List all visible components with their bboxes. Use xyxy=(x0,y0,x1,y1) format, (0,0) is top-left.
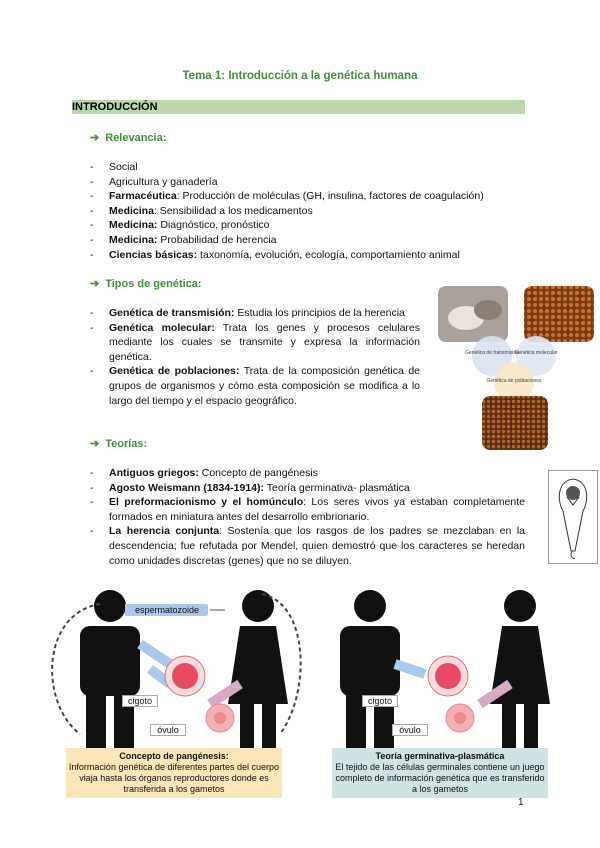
list-item xyxy=(90,204,520,219)
tipos-heading-text: Tipos de genética: xyxy=(105,278,202,290)
list-item xyxy=(90,218,520,233)
genetics-types-image xyxy=(436,284,596,452)
tipos-heading xyxy=(90,277,202,290)
list-item-bold: Medicina: xyxy=(109,219,158,232)
list-item xyxy=(90,160,520,175)
label-ovulo-left: óvulo xyxy=(150,724,186,736)
list-item-bold: Medicina: xyxy=(109,233,158,246)
list-item xyxy=(90,524,525,568)
list-item-bold: Ciencias básicas: xyxy=(109,248,198,261)
label-cigoto-left: cigoto xyxy=(122,695,158,707)
list-item-text: Social xyxy=(109,161,138,173)
list-item xyxy=(90,248,520,263)
list-item-text: Diagnóstico, pronóstico xyxy=(157,219,270,232)
list-item-text: Trata de la composición genética de grupos de organismos y cómo esta composición se modifica a lo largo del tiempo y el espacio geográfico. xyxy=(109,365,421,407)
page-number: 1 xyxy=(518,797,524,808)
list-item-text: Trata los genes y procesos celulares mediante los cuales se transmite y expresa la información genética. xyxy=(109,321,420,363)
list-item-text: : Los seres vivos ya estaban completamente formados en miniatura antes del desarrollo embrionario. xyxy=(109,496,525,523)
list-item xyxy=(90,189,520,204)
teorias-heading-text: Teorías: xyxy=(105,438,148,450)
section-heading: INTRODUCCIÓN xyxy=(72,101,158,113)
list-item xyxy=(90,495,525,524)
arrow-icon: ➔ xyxy=(90,278,100,290)
tipos-list xyxy=(90,306,420,408)
female-silhouette-right xyxy=(490,590,550,764)
teorias-heading xyxy=(90,437,147,450)
list-item-bold: La herencia conjunta xyxy=(109,525,220,538)
list-item-text: : Producción de moléculas (GH, insulina, factores de coagulación) xyxy=(176,190,484,203)
venn-label-1: Genética de transmisión xyxy=(465,350,519,356)
list-item-bold: El preformacionismo y el homúnculo xyxy=(109,496,304,509)
caption-pangenesis xyxy=(66,748,282,798)
arrow-icon: ➔ xyxy=(90,132,100,144)
list-item xyxy=(90,364,420,408)
list-item-text: Agricultura y ganadería xyxy=(109,175,218,188)
list-item xyxy=(90,306,420,321)
homunculus-image xyxy=(548,470,598,564)
list-item-bold: Genética de poblaciones: xyxy=(109,365,240,378)
list-item-bold: Genética de transmisión: xyxy=(109,307,235,319)
page-title: Tema 1: Introducción a la genética humana xyxy=(182,70,418,82)
caption-germ-plasm-title: Teoría germinativa-plasmática xyxy=(375,751,505,761)
list-item xyxy=(90,466,525,481)
female-silhouette-left xyxy=(228,590,288,764)
teorias-list xyxy=(90,466,525,568)
label-cigoto-right: cigoto xyxy=(362,695,398,707)
male-silhouette-right xyxy=(340,590,400,764)
list-item-bold: Farmacéutica xyxy=(109,190,177,203)
relevancia-list xyxy=(90,160,520,262)
caption-pangenesis-text: Información genética de diferentes partes del cuerpo viaja hasta los órganos reproductores donde es transferida a los gametos xyxy=(68,762,280,794)
relevancia-heading-text: Relevancia: xyxy=(105,132,167,144)
list-item xyxy=(90,481,525,496)
list-item-bold: Medicina xyxy=(109,204,154,217)
arrow-icon: ➔ xyxy=(90,438,100,450)
list-item xyxy=(90,233,520,248)
caption-germ-plasm-text: El tejido de las células germinales contiene un juego completo de información genética que es transferido a los gametos xyxy=(335,762,545,794)
list-item-bold: Antiguos griegos: xyxy=(109,467,199,479)
list-item-text: Estudia los principios de la herencia xyxy=(234,307,405,319)
list-item-text: Concepto de pangénesis xyxy=(198,467,318,479)
relevancia-heading xyxy=(90,131,166,144)
caption-germ-plasm xyxy=(332,748,548,798)
list-item-text: : Sostenía que los rasgos de los padres se mezclaban en la descendencia; fue refutada por Mendel, quien demostró que los caracteres se heredan como unidades discretas (genes) que no se diluyen. xyxy=(109,525,525,567)
list-item-bold: Agosto Weismann (1834-1914): xyxy=(109,481,265,494)
caption-pangenesis-title: Concepto de pangénesis: xyxy=(119,751,229,761)
male-silhouette-left xyxy=(80,590,140,764)
list-item-text: Probabilidad de herencia xyxy=(157,233,277,246)
venn-label-3: Genética de poblaciones xyxy=(486,378,542,384)
list-item-text: taxonomía, evolución, ecología, comportamiento animal xyxy=(197,248,460,261)
label-ovulo-right: óvulo xyxy=(392,724,428,736)
venn-label-2: Genética molecular xyxy=(514,350,558,356)
label-espermatozoide: espermatozoide xyxy=(126,605,208,615)
theories-figure xyxy=(40,584,560,802)
list-item xyxy=(90,321,420,365)
list-item-bold: Genética molecular: xyxy=(109,321,215,334)
list-item-text: : Sensibilidad a los medicamentos xyxy=(153,204,313,217)
list-item-text: Teoría germinativa- plasmática xyxy=(264,481,410,494)
list-item xyxy=(90,175,520,190)
